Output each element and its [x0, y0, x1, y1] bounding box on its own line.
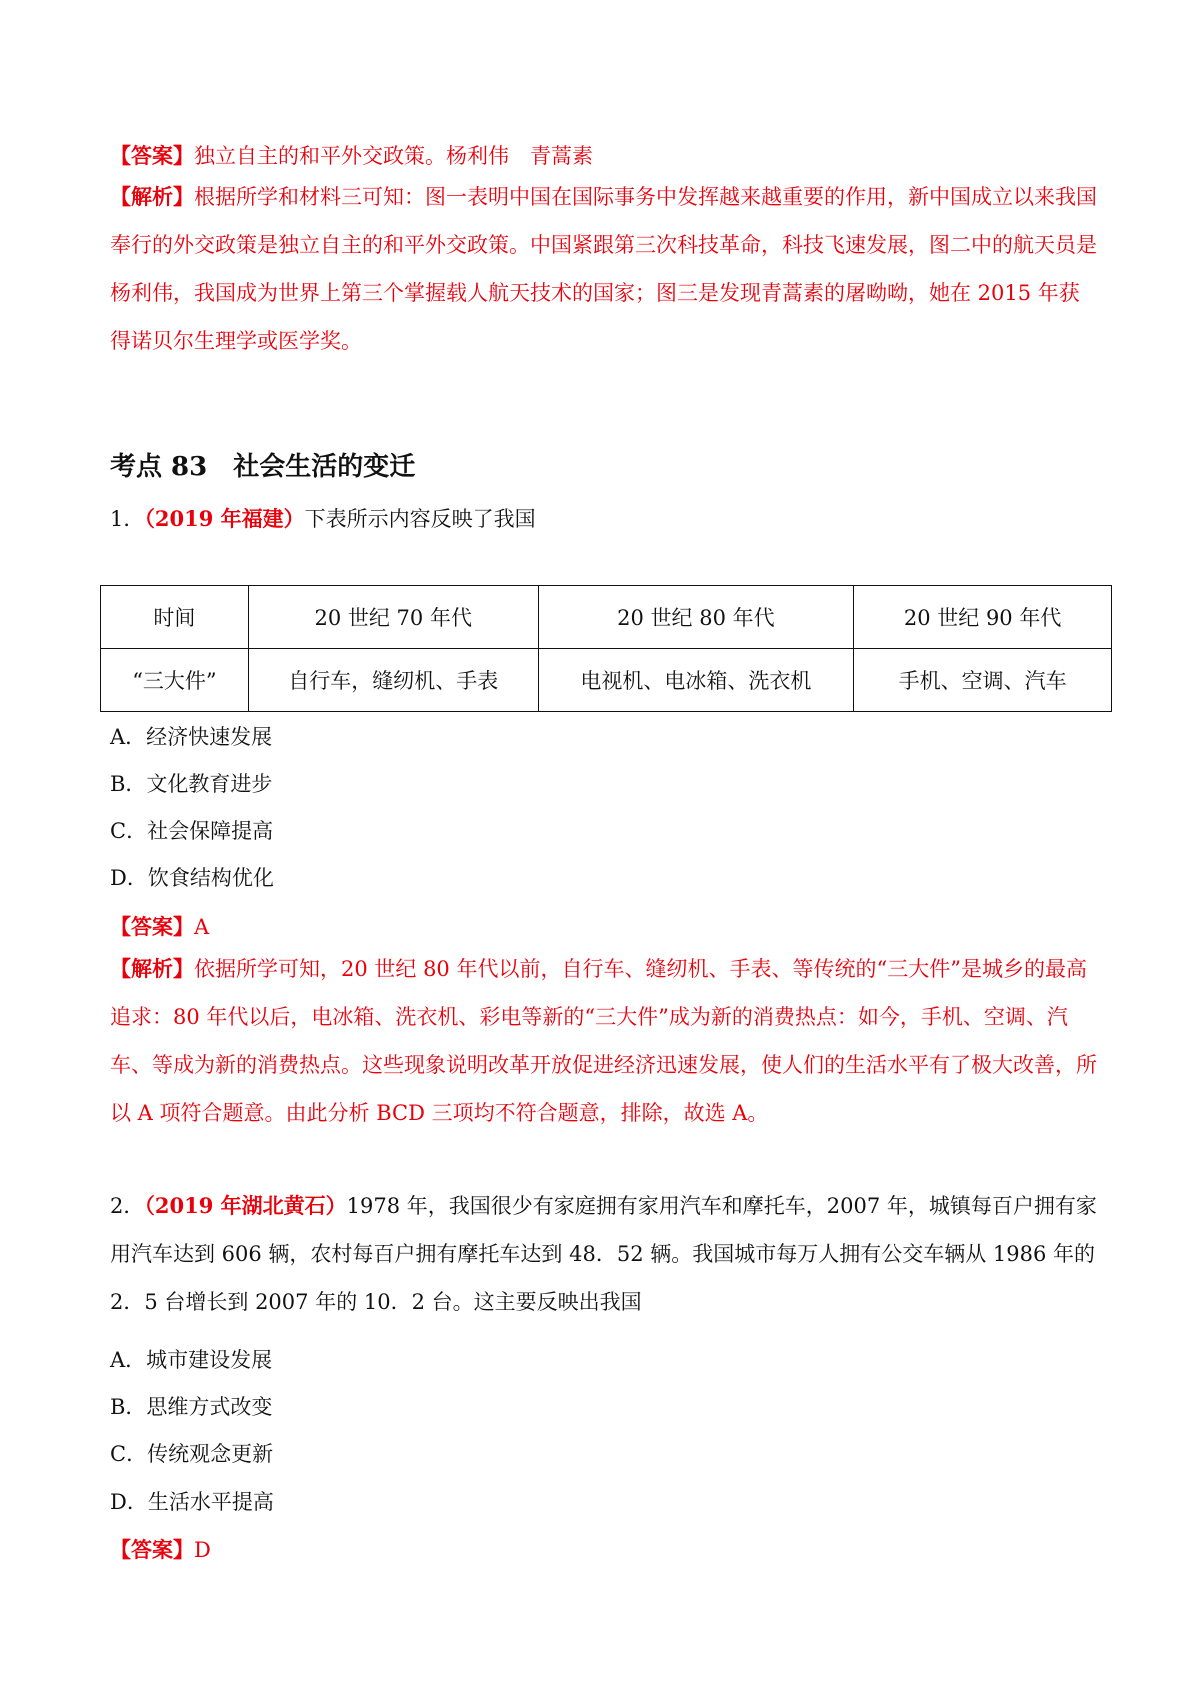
table-cell: 20 世纪 70 年代	[248, 586, 538, 649]
q2-option-b: B．思维方式改变	[110, 1395, 273, 1419]
prev-analysis	[110, 173, 1100, 365]
q1-option-a: A．经济快速发展	[110, 725, 273, 749]
answer-text: D	[194, 1538, 211, 1562]
q1-stem	[110, 504, 536, 534]
q1-option-c: C．社会保障提高	[110, 819, 274, 843]
q2-option-d: D．生活水平提高	[110, 1490, 274, 1514]
analysis-text: 根据所学和材料三可知：图一表明中国在国际事务中发挥越来越重要的作用，新中国成立以来我国奉行的外交政策是独立自主的和平外交政策。中国紧跟第三次科技革命，科技飞速发展，图二中的航天员是杨利伟，我国成为世界上第三个掌握载人航天技术的国家；图三是发现青蒿素的屠呦呦，她在 2015 年获得诺贝尔生理学或医学奖。	[110, 185, 1097, 353]
table-cell: 20 世纪 80 年代	[538, 586, 854, 649]
table-cell: 电视机、电冰箱、洗衣机	[538, 649, 854, 712]
table-cell: 自行车，缝纫机、手表	[248, 649, 538, 712]
table-cell: 20 世纪 90 年代	[854, 586, 1112, 649]
section-title: 考点 83 社会生活的变迁	[110, 452, 416, 482]
q1-answer-line	[110, 912, 209, 942]
prev-answer-line	[110, 141, 593, 171]
q1-stem-text: 下表所示内容反映了我国	[304, 507, 536, 531]
q2-stem-text: 1978 年，我国很少有家庭拥有家用汽车和摩托车，2007 年，城镇每百户拥有家用汽车达到 606 辆，农村每百户拥有摩托车达到 48．52 辆。我国城市每万人拥有公交车辆从 1986 年的 2．5 台增长到 2007 年的 10．2 台。这主要反映出我国	[110, 1194, 1097, 1314]
q2-option-c: C．传统观念更新	[110, 1442, 274, 1466]
table-row	[101, 649, 1112, 712]
q2-source: （2019 年湖北黄石）	[144, 1193, 347, 1218]
answer-text: 独立自主的和平外交政策。杨利伟 青蒿素	[194, 144, 593, 168]
q1-source: （2019 年福建）	[144, 506, 305, 531]
q1-table	[100, 585, 1112, 712]
table-cell: 手机、空调、汽车	[854, 649, 1112, 712]
q2-option-a: A．城市建设发展	[110, 1348, 273, 1372]
answer-tag: 【答案】	[110, 143, 194, 168]
table-cell: “三大件”	[101, 649, 249, 712]
q2-number: 2．	[110, 1194, 145, 1218]
q1-number: 1．	[110, 507, 145, 531]
q1-analysis	[110, 945, 1100, 1137]
analysis-tag: 【解析】	[110, 956, 194, 981]
answer-tag: 【答案】	[110, 1537, 194, 1562]
q2-answer-line	[110, 1535, 211, 1565]
table-cell: 时间	[101, 586, 249, 649]
table-header-row	[101, 586, 1112, 649]
answer-text: A	[194, 915, 210, 939]
analysis-tag: 【解析】	[110, 184, 194, 209]
q2-stem	[110, 1182, 1100, 1326]
q1-option-b: B．文化教育进步	[110, 772, 273, 796]
q1-option-d: D．饮食结构优化	[110, 866, 274, 890]
analysis-text: 依据所学可知，20 世纪 80 年代以前，自行车、缝纫机、手表、等传统的“三大件”是城乡的最高追求：80 年代以后，电冰箱、洗衣机、彩电等新的“三大件”成为新的消费热点：如今，手机、空调、汽车、等成为新的消费热点。这些现象说明改革开放促进经济迅速发展，使人们的生活水平有了极大改善，所以 A 项符合题意。由此分析 BCD 三项均不符合题意，排除，故选 A。	[110, 957, 1097, 1125]
answer-tag: 【答案】	[110, 914, 194, 939]
